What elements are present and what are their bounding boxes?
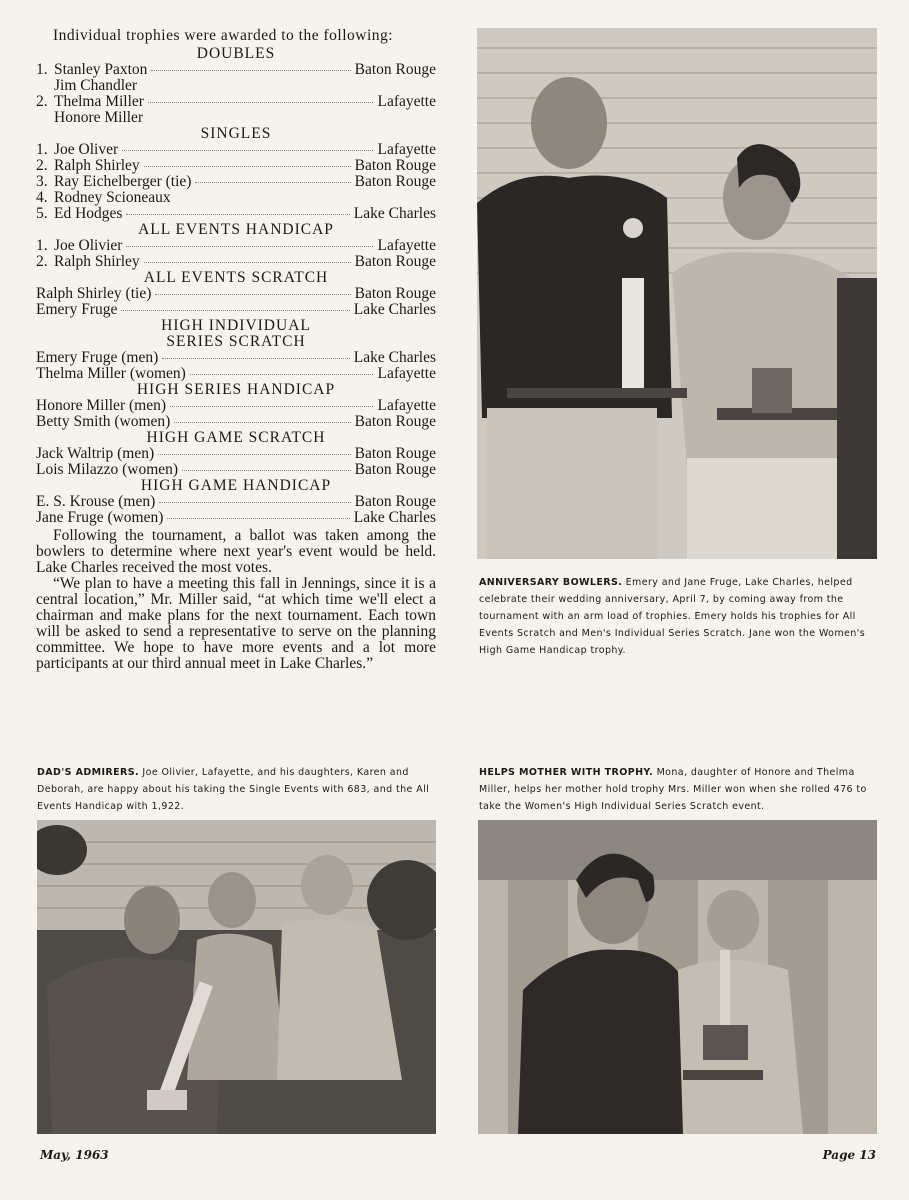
section-heading-singles: SINGLES — [200, 125, 272, 142]
list-item: 2. Thelma Miller Lafayette — [36, 93, 436, 110]
mother-trophy-photo — [478, 820, 877, 1134]
page-number: Page 13 — [822, 1148, 876, 1162]
list-item: Emery Fruge Lake Charles — [36, 301, 436, 318]
section-heading-all-events-scratch: ALL EVENTS SCRATCH — [143, 269, 329, 286]
list-item: Jack Waltrip (men) Baton Rouge — [36, 445, 436, 462]
mother-caption — [479, 764, 877, 815]
high-game-scratch-list — [36, 446, 436, 478]
list-item: Lois Milazzo (women) Baton Rouge — [36, 461, 436, 478]
section-heading-high-individual: HIGH INDIVIDUAL — [161, 317, 311, 334]
mother-caption-head: HELPS MOTHER WITH TROPHY. — [479, 767, 654, 778]
singles-list — [36, 142, 436, 222]
list-item: Betty Smith (women) Baton Rouge — [36, 413, 436, 430]
quote-paragraph: “We plan to have a meeting this fall in Jennings, since it is a central location,” Mr. Miller said, “at which time we'll elect a chairman and make plans for the next tournament. Each town will be asked to send a representative to serve on the planning committee. We hope to have more events and a lot more participants at our third annual meet in Lake Charles.” — [36, 575, 436, 672]
mother-caption-body: Mona, daughter of Honore and Thelma Miller, helps her mother hold trophy Mrs. Miller won when she rolled 476 to take the Women's High Individual Series Scratch event. — [479, 767, 867, 812]
admirers-caption-head: DAD'S ADMIRERS. — [37, 767, 139, 778]
list-item: 2. Ralph Shirley Baton Rouge — [36, 157, 436, 174]
list-item: Thelma Miller (women) Lafayette — [36, 365, 436, 382]
list-item: 1. Joe Olivier Lafayette — [36, 237, 436, 254]
doubles-list — [36, 62, 436, 126]
dads-admirers-photo — [37, 820, 436, 1134]
anniversary-bowlers-photo — [477, 28, 877, 559]
all-events-handicap-list — [36, 238, 436, 270]
footer-date: May, 1963 — [40, 1148, 109, 1162]
list-item: Honore Miller (men) Lafayette — [36, 397, 436, 414]
list-item: 3. Ray Eichelberger (tie) Baton Rouge — [36, 173, 436, 190]
section-heading-high-game-scratch: HIGH GAME SCRATCH — [146, 429, 326, 446]
admirers-caption — [37, 764, 436, 815]
list-item: 1. Joe Oliver Lafayette — [36, 141, 436, 158]
list-item: Ralph Shirley (tie) Baton Rouge — [36, 285, 436, 302]
list-item: 4. Rodney Scioneaux — [36, 189, 171, 206]
high-series-handicap-list — [36, 398, 436, 430]
section-heading-series-scratch: SERIES SCRATCH — [166, 333, 306, 350]
section-heading-high-series-handicap: HIGH SERIES HANDICAP — [136, 381, 336, 398]
admirers-caption-body: Joe Olivier, Lafayette, and his daughters, Karen and Deborah, are happy about his taking the Single Events with 683, and the All Events Handicap with 1,922. — [37, 767, 430, 812]
list-item: Honore Miller — [54, 109, 144, 126]
high-individual-list — [36, 350, 436, 382]
list-item: Emery Fruge (men) Lake Charles — [36, 349, 436, 366]
ballot-paragraph: Following the tournament, a ballot was taken among the bowlers to determine where next year's event would be held. Lake Charles received the most votes. — [36, 527, 436, 576]
list-item: E. S. Krouse (men) Baton Rouge — [36, 493, 436, 510]
intro-text: Individual trophies were awarded to the following: — [53, 27, 394, 44]
list-item: 2. Ralph Shirley Baton Rouge — [36, 253, 436, 270]
anniversary-caption — [479, 574, 877, 659]
trophy-list-column — [36, 28, 436, 672]
section-heading-all-events-handicap: ALL EVENTS HANDICAP — [138, 221, 334, 238]
high-game-handicap-list — [36, 494, 436, 526]
list-item: 5. Ed Hodges Lake Charles — [36, 205, 436, 222]
all-events-scratch-list — [36, 286, 436, 318]
list-item: 1. Stanley Paxton Baton Rouge — [36, 61, 436, 78]
anniversary-caption-body: Emery and Jane Fruge, Lake Charles, helped celebrate their wedding anniversary, April 7, by coming away from the tournament with an arm load of trophies. Emery holds his trophies for All Events Scratch and Men's Individual Series Scratch. Jane won the Women's High Game Handicap trophy. — [479, 577, 866, 656]
list-item: Jim Chandler — [54, 77, 138, 94]
anniversary-caption-head: ANNIVERSARY BOWLERS. — [479, 577, 623, 588]
section-heading-doubles: DOUBLES — [196, 45, 276, 62]
section-heading-high-game-handicap: HIGH GAME HANDICAP — [140, 477, 332, 494]
list-item: Jane Fruge (women) Lake Charles — [36, 509, 436, 526]
